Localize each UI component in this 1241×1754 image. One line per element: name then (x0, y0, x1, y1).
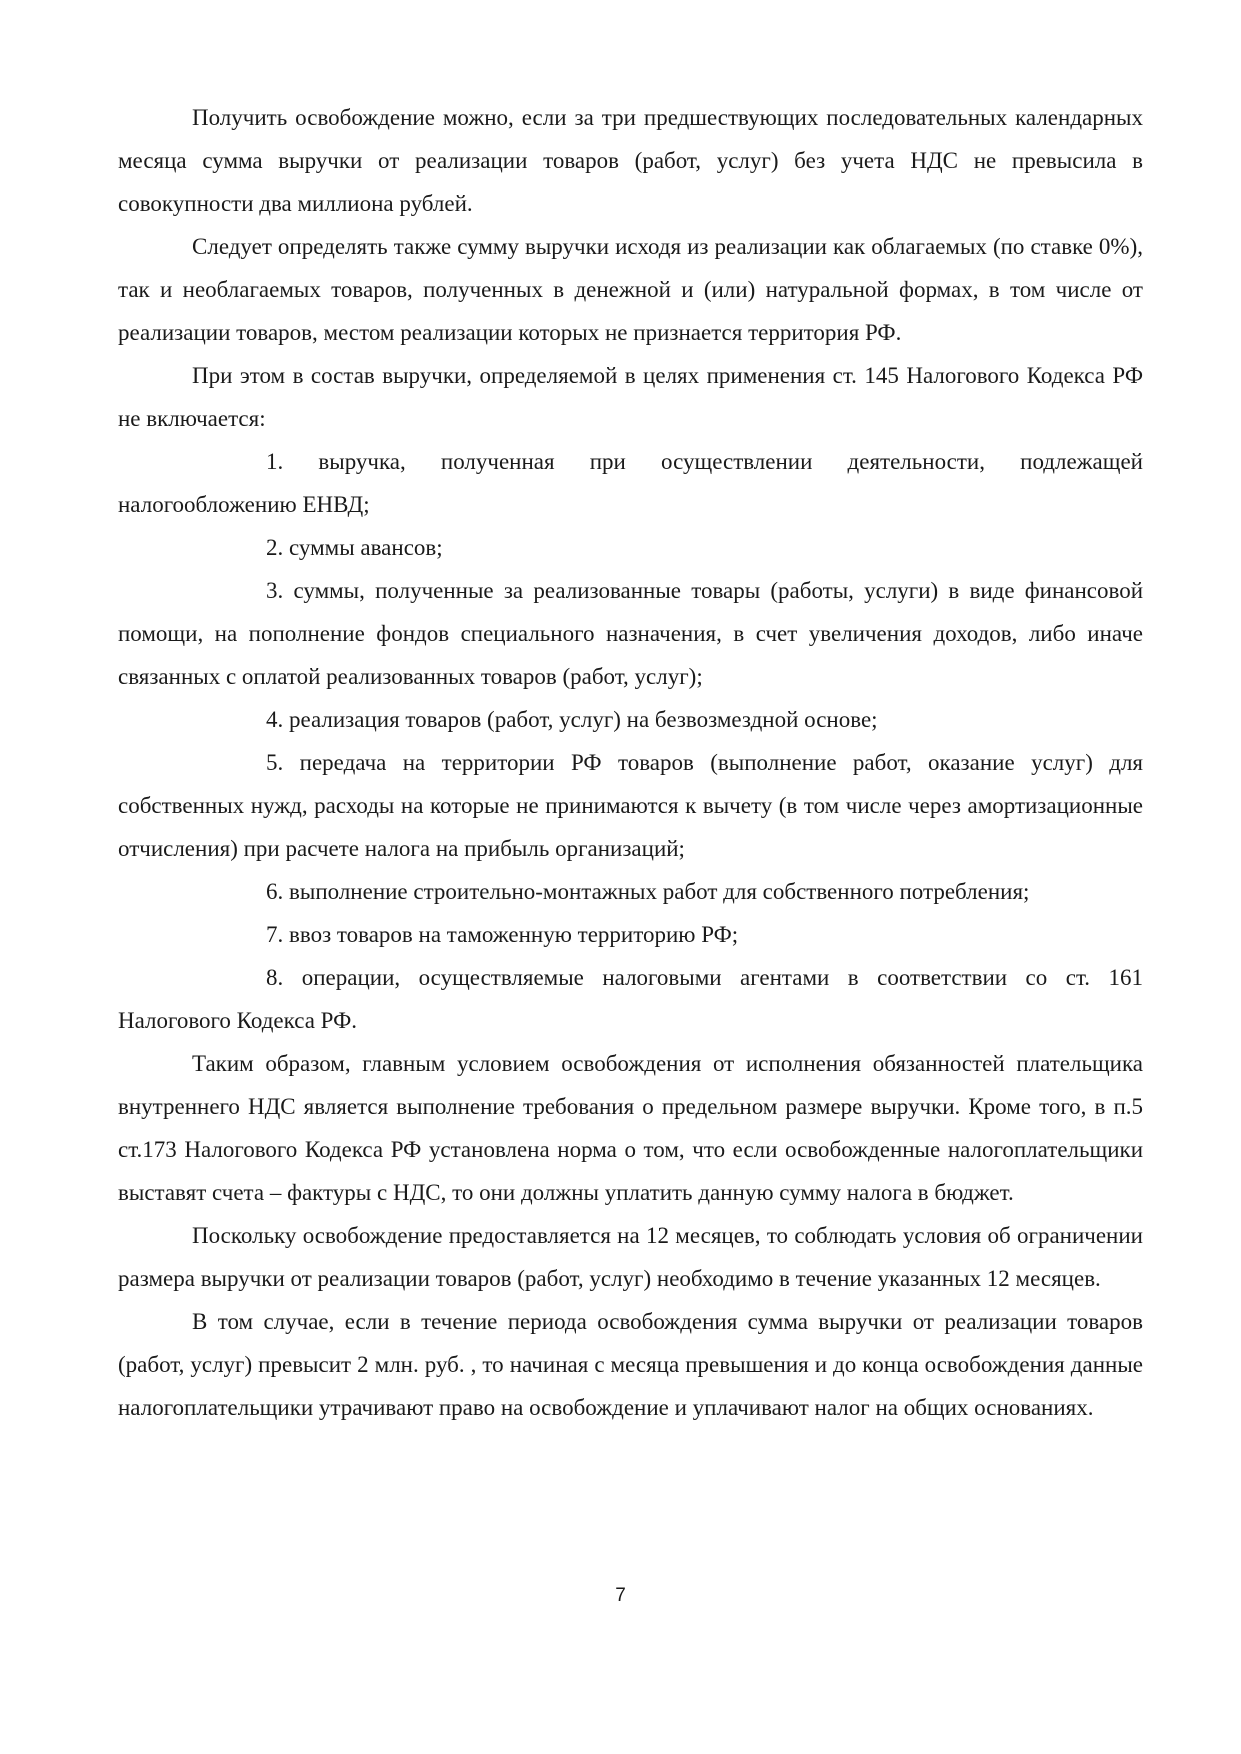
list-item (118, 526, 1143, 569)
exclusions-list (118, 440, 1143, 1042)
list-item-text: выручка, полученная при осуществлении деятельности, подлежащей налогообложению ЕНВД; (118, 449, 1143, 517)
list-item-number: 8. (266, 965, 284, 990)
list-item-number: 2. (266, 535, 284, 560)
list-item-number: 7. (266, 922, 284, 947)
list-item-number: 5. (266, 750, 284, 775)
list-item (118, 741, 1143, 870)
list-item-number: 1. (266, 449, 284, 474)
list-item (118, 913, 1143, 956)
paragraph-exemption-condition: Получить освобождение можно, если за три предшествующих последовательных календарных месяца сумма выручки от реализации товаров (работ, услуг) без учета НДС не превысила в совокупности два миллиона рублей. (118, 105, 1143, 216)
paragraph-revenue-calculation: Следует определять также сумму выручки исходя из реализации как облагаемых (по ставке 0%), так и необлагаемых товаров, полученных в денежной и (или) натуральной формах, в том числе от реализации товаров, местом реализации которых не признается территория РФ. (118, 234, 1143, 345)
list-item (118, 956, 1143, 1042)
paragraph-exemption-period: Поскольку освобождение предоставляется на 12 месяцев, то соблюдать условия об ограничении размера выручки от реализации товаров (работ, услуг) необходимо в течение указанных 12 месяцев. (118, 1223, 1143, 1291)
list-item-text: реализация товаров (работ, услуг) на безвозмездной основе; (289, 707, 878, 732)
list-item (118, 569, 1143, 698)
document-page (118, 96, 1143, 1429)
list-item-text: суммы, полученные за реализованные товары (работы, услуги) в виде финансовой помощи, на пополнение фондов специального назначения, в счет увеличения доходов, либо иначе связанных с оплатой реализованных товаров (работ, услуг); (118, 578, 1144, 689)
list-item-number: 3. (266, 578, 284, 603)
list-item-text: выполнение строительно-монтажных работ для собственного потребления; (289, 879, 1030, 904)
list-item (118, 698, 1143, 741)
paragraph-main-condition: Таким образом, главным условием освобождения от исполнения обязанностей плательщика внутреннего НДС является выполнение требования о предельном размере выручки. Кроме того, в п.5 ст.173 Налогового Кодекса РФ установлена норма о том, что если освобожденные налогоплательщики выставят счета – фактуры с НДС, то они должны уплатить данную сумму налога в бюджет. (118, 1051, 1143, 1205)
page-number: 7 (615, 1585, 626, 1606)
list-item-text: суммы авансов; (289, 535, 443, 560)
list-item-text: операции, осуществляемые налоговыми агентами в соответствии со ст. 161 Налогового Кодекса РФ. (118, 965, 1143, 1033)
list-item-text: ввоз товаров на таможенную территорию РФ; (289, 922, 739, 947)
list-item-number: 6. (266, 879, 284, 904)
list-item (118, 440, 1143, 526)
list-item (118, 870, 1143, 913)
paragraph-exclusions-intro: При этом в состав выручки, определяемой в целях применения ст. 145 Налогового Кодекса РФ не включается: (118, 363, 1143, 431)
list-item-number: 4. (266, 707, 284, 732)
list-item-text: передача на территории РФ товаров (выполнение работ, оказание услуг) для собственных нужд, расходы на которые не принимаются к вычету (в том числе через амортизационные отчисления) при расчете налога на прибыль организаций; (118, 750, 1144, 861)
paragraph-exceeding-limit: В том случае, если в течение периода освобождения сумма выручки от реализации товаров (работ, услуг) превысит 2 млн. руб. , то начиная с месяца превышения и до конца освобождения данные налогоплательщики утрачивают право на освобождение и уплачивают налог на общих основаниях. (118, 1309, 1143, 1420)
